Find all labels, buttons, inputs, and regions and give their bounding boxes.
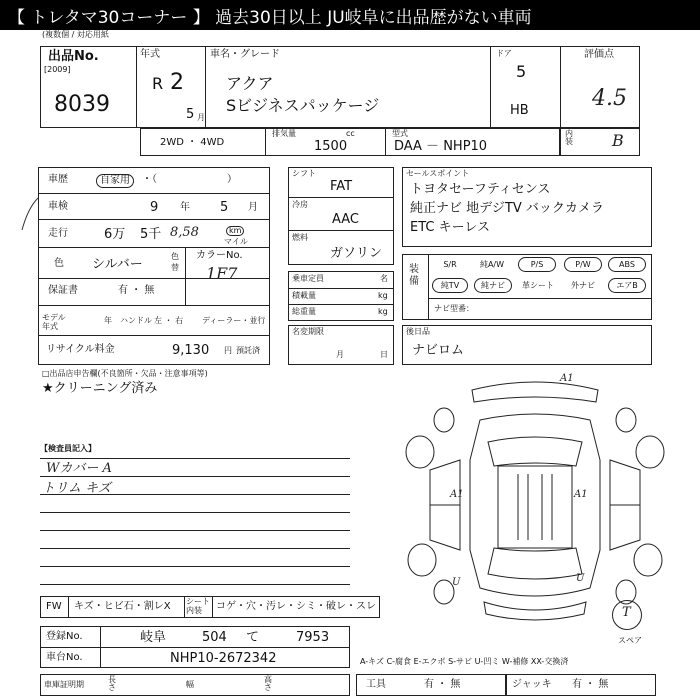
inspection-month: 5 <box>220 200 229 215</box>
sales-point-2: 純正ナビ 地デジTV バックカメラ <box>410 201 604 216</box>
chassis-value: NHP10-2672342 <box>170 651 277 666</box>
inspection-year: 9 <box>150 200 159 215</box>
cert-width: 幅 <box>186 680 194 689</box>
fuel-label: 燃料 <box>292 233 308 242</box>
aircon-value: AAC <box>332 212 359 227</box>
car-damage-diagram <box>400 380 670 630</box>
lot-number: 8039 <box>54 92 110 117</box>
recycle-value: 9,130 <box>172 343 210 358</box>
aftermarket-label: 後日品 <box>406 327 430 336</box>
year-month: 5 <box>186 107 195 122</box>
capacity-label: 乗車定員 <box>292 274 324 283</box>
inspection-label: 車検 <box>48 201 68 212</box>
score-value: 4.5 <box>592 86 627 111</box>
header-frame <box>40 46 640 128</box>
color-value: シルバー <box>92 257 143 272</box>
mileage-mile: マイル <box>224 237 248 246</box>
equip-airbag: エアB <box>608 278 646 293</box>
color-code-label: カラーNo. <box>196 250 243 261</box>
equip-power-window: P/W <box>564 257 602 272</box>
model-year-label: モデル年式 <box>42 313 66 331</box>
name-change-label: 名変期限 <box>292 327 324 336</box>
lot-year-tag: [2009] <box>44 65 71 74</box>
registration-label: 登録No. <box>46 631 83 642</box>
equipment-label: 装備 <box>409 264 419 287</box>
damage-mark-left-door: A1 <box>450 489 464 500</box>
dealer-label: ディーラー・並行 <box>202 316 266 325</box>
inspector-note-1: Wカバー A <box>46 461 112 476</box>
doors-label: ドア <box>496 49 512 58</box>
equip-sunroof: S/R <box>443 260 457 269</box>
defects-items: キズ・ヒビ石・割レX <box>74 601 171 612</box>
color-code: 1F7 <box>206 264 238 283</box>
car-grade: Sビジネスパッケージ <box>226 96 380 115</box>
jack-label: ジャッキ <box>512 679 552 690</box>
interior-grade: B <box>612 131 624 150</box>
inspection-year-unit: 年 <box>180 202 190 213</box>
drive-type: 2WD ・ 4WD <box>160 137 225 148</box>
history-label: 車歴 <box>48 174 68 185</box>
damage-mark-roof: A1 <box>560 373 574 384</box>
equip-external-navi: 外ナビ <box>571 281 595 290</box>
registration-class: 504 <box>202 630 227 645</box>
tools-label: 工具 <box>366 679 386 690</box>
top-note: (複数個 / 対応用紙 <box>42 30 109 39</box>
corner-banner: 【 トレタマ30コーナー 】 過去30日以上 JU岐阜に出品歴がない車両 <box>0 0 700 30</box>
defects-fw-label: FW <box>46 601 62 612</box>
score-label: 評価点 <box>584 49 614 60</box>
model-label: 型式 <box>392 129 408 138</box>
year-era: R <box>152 74 164 93</box>
registration-number: 7953 <box>296 630 330 645</box>
chassis-label: 車台No. <box>46 652 83 663</box>
sales-point-1: トヨタセーフティセンス <box>410 182 551 197</box>
defects-seat-label: シート内装 <box>186 597 210 615</box>
body-type: HB <box>510 103 529 118</box>
interior-label: 内装 <box>565 129 573 146</box>
sales-point-3: ETC キーレス <box>410 220 490 235</box>
equip-power-steering: P/S <box>518 257 556 272</box>
registration-kana: て <box>246 630 260 645</box>
year-label: 年式 <box>140 49 160 60</box>
remarks-label: □出品店申告欄(不良箇所・欠品・注意事項等) <box>42 369 208 378</box>
equip-genuine-navi: 純ナビ <box>474 278 512 293</box>
inspection-month-unit: 月 <box>248 202 258 213</box>
gross-label: 総重量 <box>292 307 316 316</box>
spare-tire-mark: T <box>622 605 631 620</box>
color-label: 色 <box>54 258 64 269</box>
remarks-value: ★クリーニング済み <box>42 381 158 396</box>
pen-mark <box>18 196 48 236</box>
doors-value: 5 <box>516 62 527 81</box>
spare-label: スペア <box>618 636 642 645</box>
recycle-note: 預託済 <box>236 346 260 355</box>
sales-points-label: セールスポイント <box>406 169 470 178</box>
load-unit: kg <box>378 291 388 300</box>
capacity-unit: 名 <box>380 274 388 283</box>
color-change-label: 色替 <box>171 252 179 272</box>
lot-label: 出品No. <box>48 49 99 64</box>
displacement-unit: cc <box>346 129 355 138</box>
equip-leather-seat: 革シート <box>522 281 554 290</box>
equip-genuine-tv: 純TV <box>432 278 468 293</box>
mileage-sen: 5千 <box>140 227 162 242</box>
mileage-handwritten: 8,58 <box>170 225 199 240</box>
warranty-label: 保証書 <box>48 285 78 296</box>
garage-cert-row <box>40 674 350 696</box>
fuel-value: ガソリン <box>330 246 383 261</box>
equip-abs: ABS <box>608 257 646 272</box>
year-value: 2 <box>170 70 184 95</box>
aircon-label: 冷房 <box>292 200 308 209</box>
defects-items-2: コゲ・穴・汚レ・シミ・破レ・スレ <box>216 601 376 612</box>
car-name: アクア <box>226 74 274 93</box>
navi-model-label: ナビ型番： <box>434 304 474 313</box>
aftermarket-value: ナビロム <box>412 343 465 358</box>
inspector-note-2: トリム キズ <box>42 481 111 496</box>
damage-mark-rear-left: U <box>452 577 461 588</box>
damage-mark-rear-right: U <box>576 573 585 584</box>
registration-office: 岐阜 <box>140 630 167 645</box>
cert-height: 高さ <box>264 675 272 692</box>
displacement-value: 1500 <box>314 139 348 154</box>
recycle-label: リサイクル料金 <box>46 344 115 355</box>
mileage-km: km <box>226 226 244 236</box>
shift-label: シフト <box>292 169 316 178</box>
name-change-month: 月 <box>336 350 344 359</box>
jack-value: 有 ・ 無 <box>572 679 609 690</box>
mileage-label: 走行 <box>48 228 68 239</box>
name-change-day: 日 <box>380 350 388 359</box>
tools-value: 有 ・ 無 <box>424 679 461 690</box>
history-rest: ・（ ） <box>142 174 237 185</box>
damage-legend: A-キズ C-腐食 E-エクボ S-サビ U-凹ミ W-補修 XX-交換済 <box>360 657 569 666</box>
history-value: 自家用 <box>96 174 134 188</box>
model-year-unit: 年 <box>104 316 112 325</box>
garage-cert-label: 車庫証明期 <box>44 680 84 689</box>
recycle-unit: 円 <box>224 346 232 355</box>
shift-value: FAT <box>330 179 353 194</box>
inspector-label: 【検査員記入】 <box>40 444 96 453</box>
load-label: 積載量 <box>292 291 316 300</box>
cert-length: 長さ <box>108 675 116 692</box>
handle-label: ハンドル <box>120 316 152 325</box>
year-month-unit: 月 <box>197 113 205 122</box>
damage-mark-right-door: A1 <box>574 489 588 500</box>
mileage-man: 6万 <box>104 227 126 242</box>
equip-alloy-wheel: 純A/W <box>479 260 505 269</box>
gross-unit: kg <box>378 307 388 316</box>
warranty-value: 有 ・ 無 <box>118 285 155 296</box>
model-value: DAA － NHP10 <box>394 139 488 154</box>
car-label: 車名・グレード <box>210 49 280 60</box>
handle-value: 左 ・ 右 <box>154 316 184 325</box>
displacement-label: 排気量 <box>272 129 296 138</box>
